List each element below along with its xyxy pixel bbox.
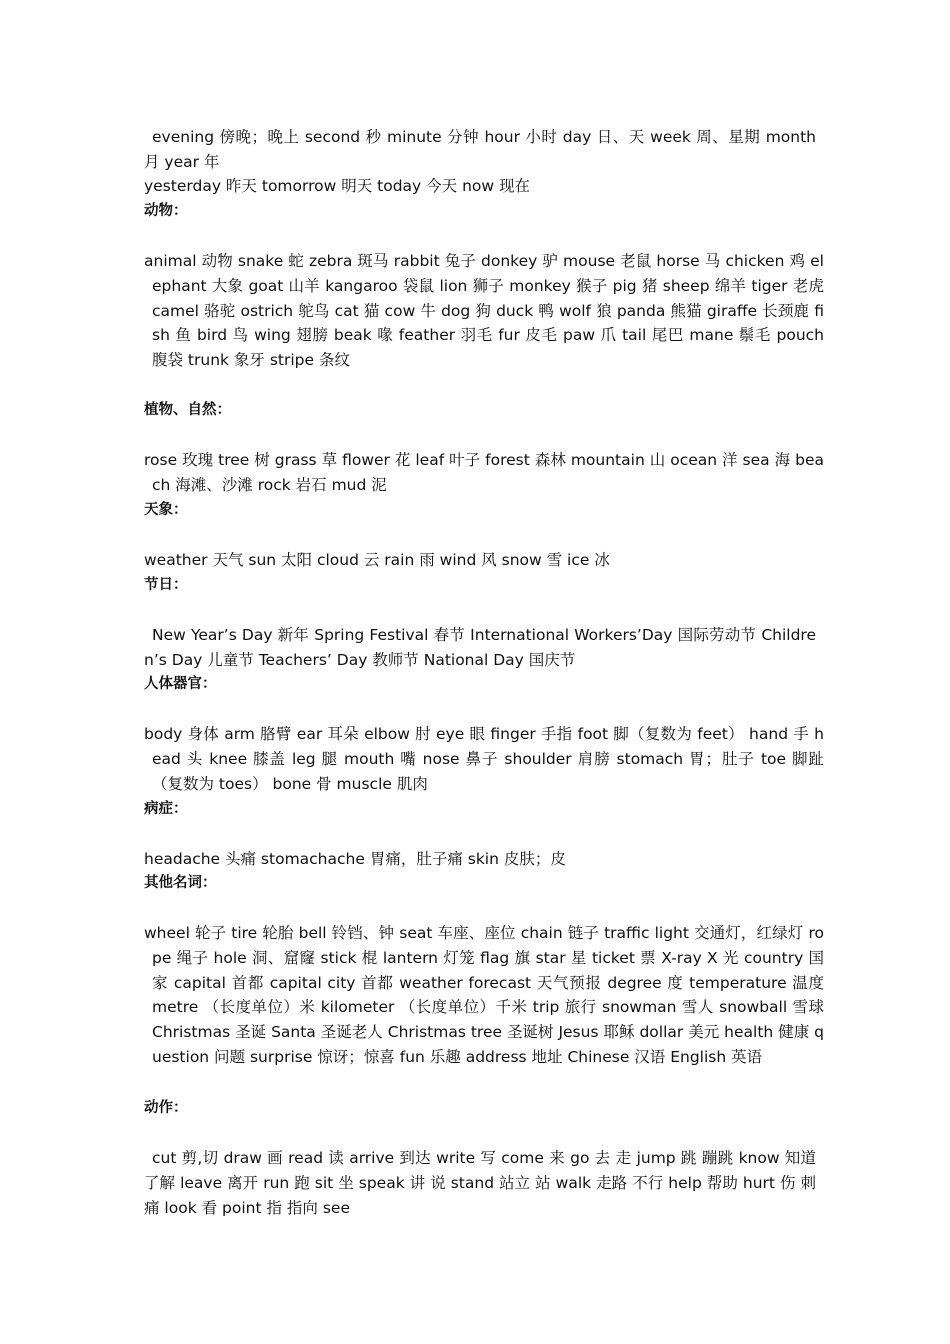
section-heading-animals: 动物：	[144, 203, 188, 219]
section-text-plants: rose 玫瑰 tree 树 grass 草 flower 花 leaf 叶子 forest 森林 mountain 山 ocean 洋 sea 海 beach 海滩、沙滩 rock 岩石 mud 泥	[144, 451, 824, 494]
section-heading-illness: 病症：	[144, 801, 188, 817]
section-heading-body: 人体器官：	[144, 676, 217, 692]
section-text-illness: headache 头痛 stomachache 胃痛，肚子痛 skin 皮肤；皮	[144, 850, 566, 868]
time-vocabulary-line-2: yesterday 昨天 tomorrow 明天 today 今天 now 现在	[144, 177, 530, 195]
section-heading-weather: 天象：	[144, 502, 188, 518]
section-heading-plants: 植物、自然：	[144, 402, 231, 418]
section-heading-other-nouns: 其他名词：	[144, 875, 217, 891]
section-heading-holidays: 节日：	[144, 577, 188, 593]
section-text-weather: weather 天气 sun 太阳 cloud 云 rain 雨 wind 风 snow 雪 ice 冰	[144, 551, 610, 569]
section-text-holidays: New Year’s Day 新年 Spring Festival 春节 International Workers’Day 国际劳动节 Children’s Day 儿童节 Teachers’ Day 教师节 National Day 国庆节	[144, 626, 816, 669]
section-heading-actions: 动作：	[144, 1100, 188, 1116]
section-text-other-nouns: wheel 轮子 tire 轮胎 bell 铃铛、钟 seat 车座、座位 chain 链子 traffic light 交通灯，红绿灯 rope 绳子 hole 洞、窟窿 stick 棍 lantern 灯笼 flag 旗 star 星 ticket 票 X-ray X 光 country 国家 capital 首都 capital city 首都 weather forecast 天气预报 degree 度 temperature 温度 metre （长度单位）米 kilometer （长度单位）千米 trip 旅行 snowman 雪人 snowball 雪球 Christmas 圣诞 Santa 圣诞老人 Christmas tree 圣诞树 Jesus 耶稣 dollar 美元 health 健康 question 问题 surprise 惊讶；惊喜 fun 乐趣 address 地址 Chinese 汉语 English 英语	[144, 924, 824, 1066]
section-text-actions: cut 剪,切 draw 画 read 读 arrive 到达 write 写 come 来 go 去 走 jump 跳 蹦跳 know 知道 了解 leave 离开 run 跑 sit 坐 speak 讲 说 stand 站立 站 walk 走路 不行 help 帮助 hurt 伤 刺痛 look 看 point 指 指向 see	[144, 1149, 816, 1217]
time-vocabulary-line-1: evening 傍晚；晚上 second 秒 minute 分钟 hour 小时 day 日、天 week 周、星期 month 月 year 年	[144, 128, 816, 171]
section-text-animals: animal 动物 snake 蛇 zebra 斑马 rabbit 兔子 donkey 驴 mouse 老鼠 horse 马 chicken 鸡 elephant 大象 goat 山羊 kangaroo 袋鼠 lion 狮子 monkey 猴子 pig 猪 sheep 绵羊 tiger 老虎 camel 骆驼 ostrich 鸵鸟 cat 猫 cow 牛 dog 狗 duck 鸭 wolf 狼 panda 熊猫 giraffe 长颈鹿 fish 鱼 bird 鸟 wing 翅膀 beak 喙 feather 羽毛 fur 皮毛 paw 爪 tail 尾巴 mane 鬃毛 pouch 腹袋 trunk 象牙 stripe 条纹	[144, 252, 824, 370]
section-text-body: body 身体 arm 胳臂 ear 耳朵 elbow 肘 eye 眼 finger 手指 foot 脚（复数为 feet） hand 手 head 头 knee 膝盖 leg 腿 mouth 嘴 nose 鼻子 shoulder 肩膀 stomach 胃；肚子 toe 脚趾（复数为 toes） bone 骨 muscle 肌肉	[144, 725, 824, 793]
